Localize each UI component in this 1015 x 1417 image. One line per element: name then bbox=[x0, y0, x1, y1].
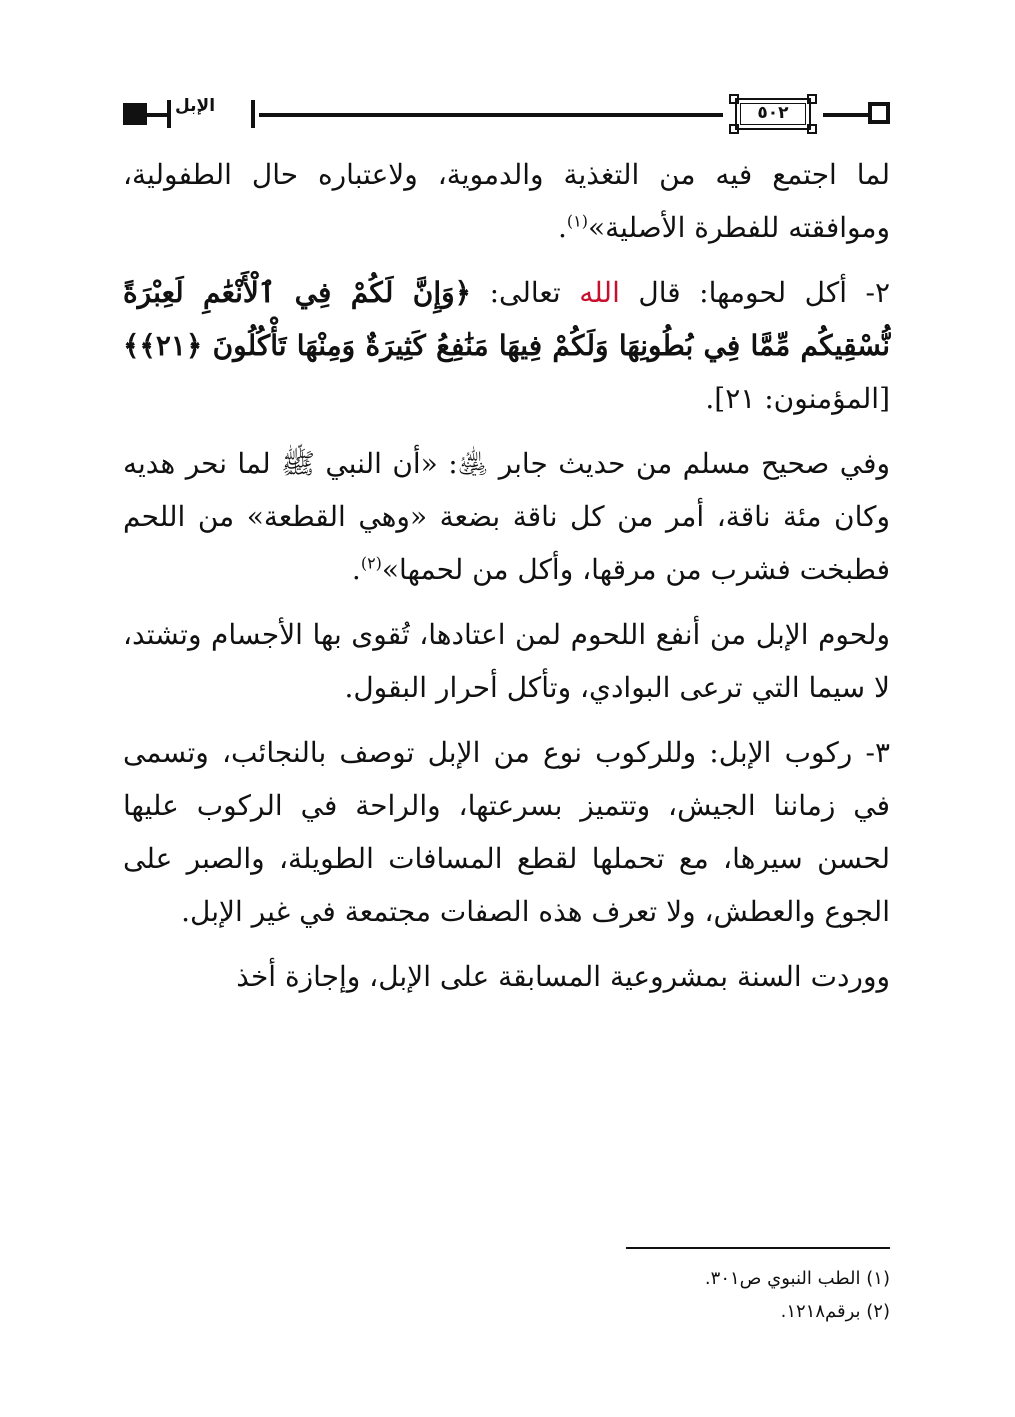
page-header bbox=[123, 92, 890, 138]
header-rule-segment bbox=[823, 113, 868, 117]
header-tick bbox=[167, 100, 171, 128]
list-item-text: تعالى: bbox=[471, 276, 580, 309]
chapter-title: الإبل bbox=[175, 96, 216, 116]
paragraph-end: . bbox=[557, 211, 567, 244]
quran-verse: ﴿وَإِنَّ لَكُمْ فِي ٱلْأَنْعَٰمِ لَعِبْرَةً نُّسْقِيكُم مِّمَّا فِي بُطُونِهَا وَلَكُمْ فِيهَا مَنَٰفِعُ كَثِيرَةٌ وَمِنْهَا تَأْكُلُونَ ﴿٢١﴾﴾ bbox=[123, 276, 891, 362]
header-tick bbox=[251, 100, 255, 128]
paragraph-3 bbox=[123, 437, 890, 596]
paragraph-5: ٣- ركوب الإبل: وللركوب نوع من الإبل توصف بالنجائب، وتسمى في زماننا الجيش، وتتميز بسرعتها، والراحة في الركوب عليها لحسن سيرها، مع تحملها لقطع المسافات الطويلة، والصبر على الجوع والعطش، ولا تعرف هذه الصفات مجتمعة في غير الإبل. bbox=[123, 736, 890, 928]
page-number: ٥٠٢ bbox=[757, 103, 789, 123]
page-body bbox=[123, 148, 890, 1003]
paragraph-1 bbox=[123, 148, 890, 254]
list-item-text: ٢- أكل لحومها: قال bbox=[619, 276, 891, 309]
verse-citation: [المؤمنون: ٢١]. bbox=[705, 382, 890, 415]
paragraph-end: . bbox=[351, 553, 361, 586]
frame-knot bbox=[729, 124, 739, 134]
header-ornament-right bbox=[868, 102, 890, 124]
paragraph-6: ووردت السنة بمشروعية المسابقة على الإبل، وإجازة أخذ bbox=[236, 960, 890, 993]
paragraph-text: وفي صحيح مسلم من حديث جابر ﵁: «أن النبي ﷺ لما نحر هديه وكان مئة ناقة، أمر من كل ناقة بضعة «وهي القطعة» من اللحم فطبخت فشرب من مرقها، وأكل من لحمها» bbox=[123, 447, 891, 586]
paragraph-2 bbox=[123, 266, 890, 425]
footnote-ref-1: (١) bbox=[566, 211, 588, 231]
header-rule bbox=[259, 113, 723, 117]
footnotes bbox=[705, 1262, 890, 1328]
footnote-ref-2: (٢) bbox=[360, 553, 382, 573]
header-ornament-left bbox=[123, 103, 147, 125]
page-number-frame bbox=[723, 92, 823, 136]
footnote-2: (٢) برقم١٢١٨. bbox=[780, 1301, 890, 1322]
paragraph-4: ولحوم الإبل من أنفع اللحوم لمن اعتادها، تُقوى بها الأجسام وتشتد، لا سيما التي ترعى البوادي، وتأكل أحرار البقول. bbox=[123, 618, 890, 704]
divine-name: الله bbox=[579, 276, 620, 309]
paragraph-text: لما اجتمع فيه من التغذية والدموية، ولاعتباره حال الطفولية، وموافقته للفطرة الأصلية» bbox=[123, 158, 890, 244]
footnote-1: (١) الطب النبوي ص٣٠١. bbox=[704, 1268, 890, 1289]
frame-knot bbox=[807, 124, 817, 134]
footnote-separator bbox=[626, 1247, 890, 1249]
header-rule-segment bbox=[147, 113, 167, 117]
book-page bbox=[123, 92, 890, 1015]
